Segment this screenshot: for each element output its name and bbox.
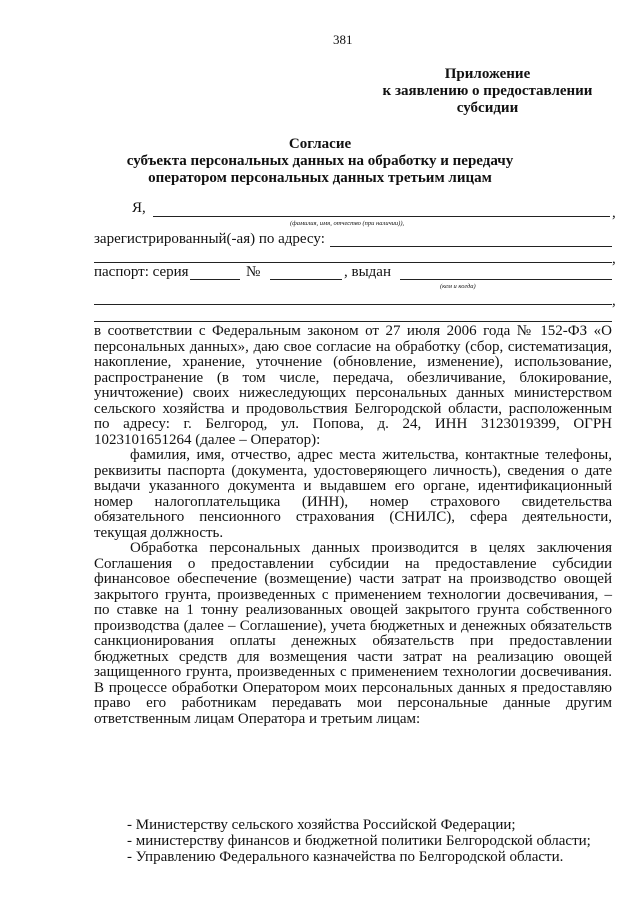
paragraph-purpose: Обработка персональных данных производится в целях заключения Соглашения о предоставлении субсидии на предоставление субсидии финансовое обеспечение (возмещение) части затрат на производство овощей закрытого грунта, произведенных с применением технологии досвечивания, – по ставке на 1 тонну реализованных овощей закрытого грунта собственного производства (далее – Соглашение), учета бюджетных и денежных обязательств санкционирования оплаты денежных обязательств при предоставлении бюджетных средств для возмещения части затрат на реализацию овощей защищенного грунта, произведенных с применением технологии досвечивания. В процессе обработки Оператором моих персональных данных я предоставляю право его работникам передавать мои персональные данные другим ответственным лицам Оператора и третьим лицам: (94, 540, 612, 727)
full-name-field[interactable] (153, 216, 610, 217)
issued-comma: , (612, 293, 616, 309)
issued-by-field-3[interactable] (94, 321, 612, 322)
annex-line-3: субсидии (456, 100, 519, 116)
passport-series-label: паспорт: серия (94, 264, 189, 280)
title-line-3: оператором персональных данных третьим лицам (148, 170, 492, 186)
address-field-2[interactable] (94, 262, 612, 263)
issued-label: , выдан (344, 264, 391, 280)
annex-header (380, 66, 595, 117)
list-item: - министерству финансов и бюджетной политики Белгородской области; (127, 833, 591, 849)
title-line-1: Согласие (288, 136, 352, 152)
name-comma: , (612, 205, 616, 221)
passport-number-field[interactable] (270, 279, 342, 280)
passport-number-label: № (246, 264, 261, 280)
annex-line-1: Приложение (444, 66, 531, 82)
ya-label: Я, (132, 200, 146, 216)
passport-series-field[interactable] (190, 279, 240, 280)
paragraph-data-list: фамилия, имя, отчество, адрес места жительства, контактные телефоны, реквизиты паспорта (документа, удостоверяющего личность), сведения о дате выдачи указанного документа и выдавшем его органе, идентификационный номер налогоплательщика (ИНН), номер страхового свидетельства обязательного пенсионного страхования (СНИЛС), сфера деятельности, текущая должность. (94, 447, 612, 541)
page-number: 381 (333, 32, 353, 47)
recipients-list (127, 817, 617, 865)
issued-by-field-2[interactable] (94, 304, 612, 305)
issued-by-field[interactable] (400, 279, 612, 280)
name-hint: (фамилия, имя, отчество (при наличии)), (290, 220, 405, 227)
issued-hint: (кем и когда) (440, 283, 476, 290)
consent-body (94, 324, 612, 727)
document-title (80, 136, 560, 187)
address-field-1[interactable] (330, 246, 612, 247)
annex-line-2: к заявлению о предоставлении (382, 83, 593, 99)
address-label: зарегистрированный(-ая) по адресу: (94, 231, 325, 247)
list-item: - Министерству сельского хозяйства Российской Федерации; (127, 817, 516, 833)
paragraph-legal-basis: в соответствии с Федеральным законом от 27 июля 2006 года № 152-ФЗ «О персональных данных», даю свое согласие на обработку (сбор, систематизация, накопление, хранение, уточнение (обновление, изменение), использование, распространение (в том числе, передача, обезличивание, блокирование, уничтожение) своих нижеследующих персональных данных министерством сельского хозяйства и продовольствия Белгородской области, расположенным по адресу: г. Белгород, ул. Попова, д. 24, ИНН 3123019399, ОГРН 1023101651264 (далее – Оператор): (94, 323, 612, 448)
title-line-2: субъекта персональных данных на обработку и передачу (126, 153, 514, 169)
list-item: - Управлению Федерального казначейства по Белгородской области. (127, 849, 564, 865)
address-comma: , (612, 251, 616, 267)
